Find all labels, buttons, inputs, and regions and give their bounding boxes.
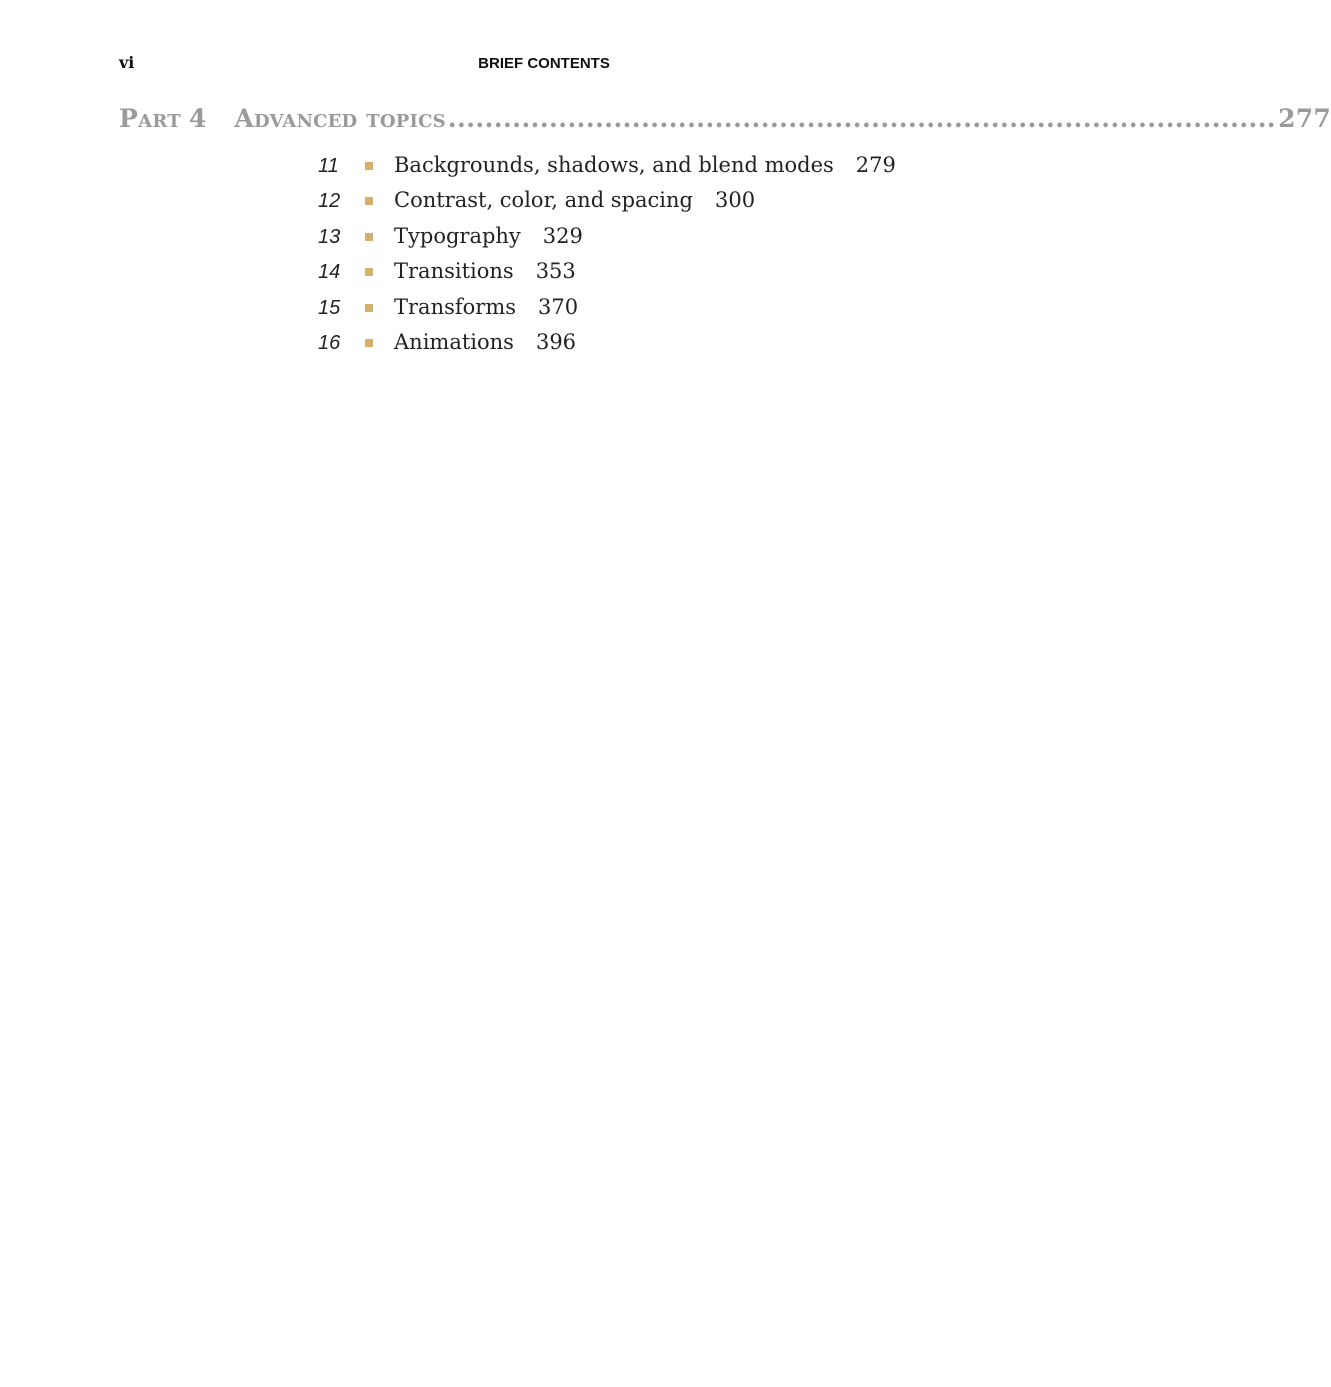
chapter-page-number: 353: [535, 259, 576, 284]
part-number: 4: [189, 104, 207, 133]
chapter-entry[interactable]: [318, 259, 896, 294]
chapter-title: Transitions: [394, 259, 514, 284]
page-number: vi: [119, 53, 135, 72]
chapter-number: 12: [318, 190, 341, 213]
chapter-title: Backgrounds, shadows, and blend modes: [394, 153, 834, 177]
chapter-page-number: 279: [855, 153, 896, 177]
part-heading[interactable]: [119, 104, 1331, 133]
square-bullet-icon: [365, 304, 373, 312]
part-page-number: 277: [1278, 104, 1331, 133]
chapter-number: 13: [318, 225, 341, 248]
chapter-number: 15: [318, 296, 341, 319]
chapter-title: Contrast, color, and spacing: [394, 188, 693, 213]
chapter-number: 14: [318, 261, 341, 284]
chapter-title: Animations: [394, 329, 514, 354]
square-bullet-icon: [365, 162, 373, 170]
chapter-list: [318, 153, 896, 365]
chapter-entry[interactable]: [318, 330, 896, 365]
square-bullet-icon: [365, 233, 373, 241]
chapter-number: 11: [318, 155, 339, 177]
chapter-entry[interactable]: [318, 224, 896, 259]
dot-leader: ..........................................................................................: [447, 104, 1277, 133]
chapter-entry[interactable]: [318, 153, 896, 188]
chapter-number: 16: [318, 331, 341, 354]
square-bullet-icon: [365, 197, 373, 205]
chapter-title: Transforms: [394, 294, 517, 319]
chapter-page-number: 329: [542, 223, 583, 248]
chapter-entry[interactable]: [318, 295, 896, 330]
square-bullet-icon: [365, 339, 373, 347]
part-title: Advanced topics: [234, 104, 446, 133]
part-label: Part: [119, 104, 182, 133]
chapter-title: Typography: [394, 223, 521, 248]
square-bullet-icon: [365, 268, 373, 276]
chapter-page-number: 300: [715, 188, 756, 213]
running-header: BRIEF CONTENTS: [478, 55, 610, 72]
chapter-entry[interactable]: [318, 188, 896, 223]
chapter-page-number: 396: [535, 329, 577, 354]
chapter-page-number: 370: [538, 294, 579, 319]
